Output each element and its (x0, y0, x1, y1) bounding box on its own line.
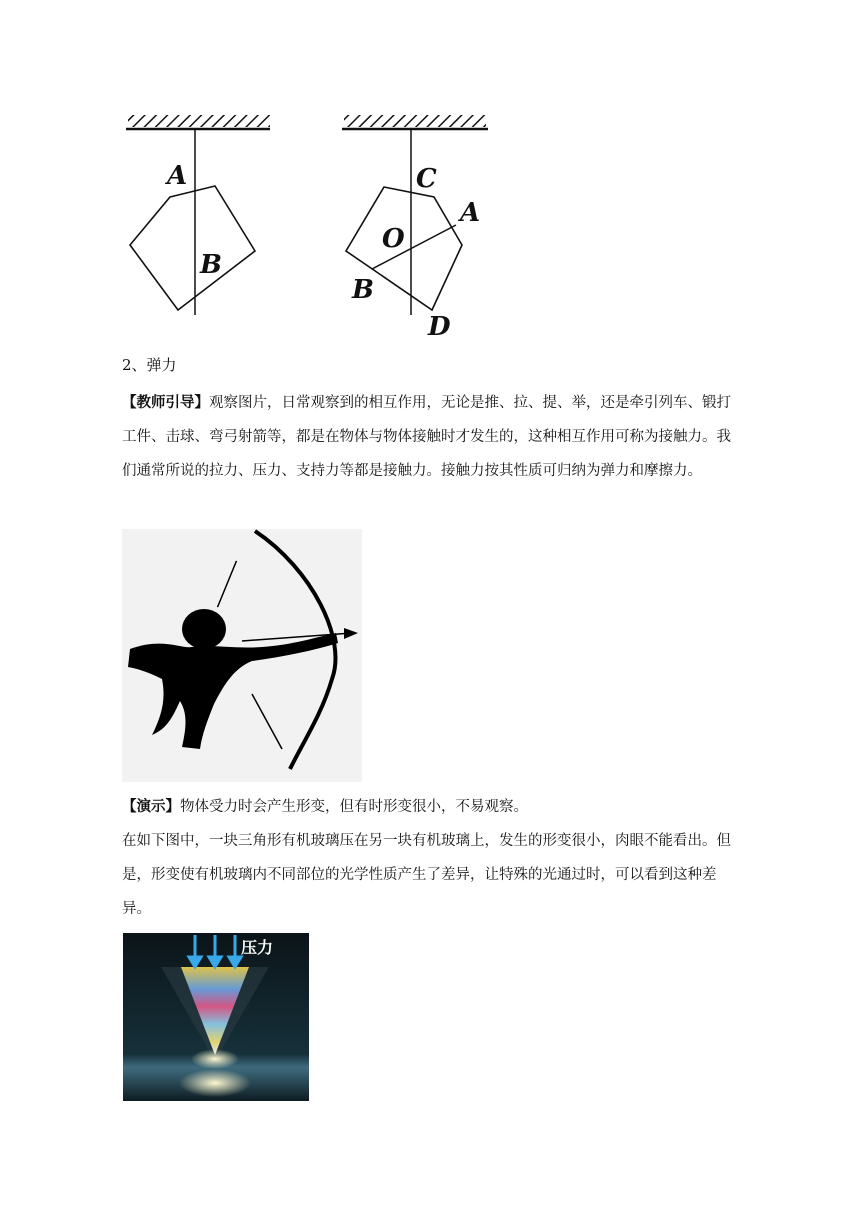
label-o-right: O (382, 224, 405, 254)
archer-illustration (122, 529, 362, 782)
ceiling-right (342, 115, 488, 129)
demo-text: 物体受力时会产生形变，但有时形变很小，不易观察。 (180, 799, 528, 815)
label-a-left: A (167, 161, 188, 191)
ceiling-left (126, 115, 270, 129)
photoelastic-stress-image (123, 933, 309, 1101)
label-d-right: D (428, 312, 451, 342)
demo-line (122, 790, 742, 824)
label-b-left: B (200, 250, 222, 280)
label-a-right: A (460, 198, 481, 228)
section-title: 2、弹力 (122, 356, 177, 374)
teacher-text: 观察图片，日常观察到的相互作用，无论是推、拉、提、举，还是牵引列车、锻打工件、击球、弯弓射箭等，都是在物体与物体接触时才发生的，这种相互作用可称为接触力。我们通常所说的拉力、压力、支持力等都是接触力。接触力按其性质可归纳为弹力和摩擦力。 (122, 395, 731, 479)
label-b-right: B (352, 275, 374, 305)
teacher-paragraph (122, 386, 742, 488)
pressure-label: 压力 (241, 938, 274, 957)
demo-paragraph: 在如下图中，一块三角形有机玻璃压在另一块有机玻璃上，发生的形变很小，肉眼不能看出。但是，形变使有机玻璃内不同部位的光学性质产生了差异，让特殊的光通过时，可以看到这种差异。 (122, 833, 731, 917)
suspension-diagram (120, 105, 500, 345)
teacher-tag: 【教师引导】 (122, 394, 209, 411)
pentagon-left (130, 186, 255, 310)
label-c-right: C (416, 164, 437, 194)
demo-tag: 【演示】 (122, 798, 180, 815)
